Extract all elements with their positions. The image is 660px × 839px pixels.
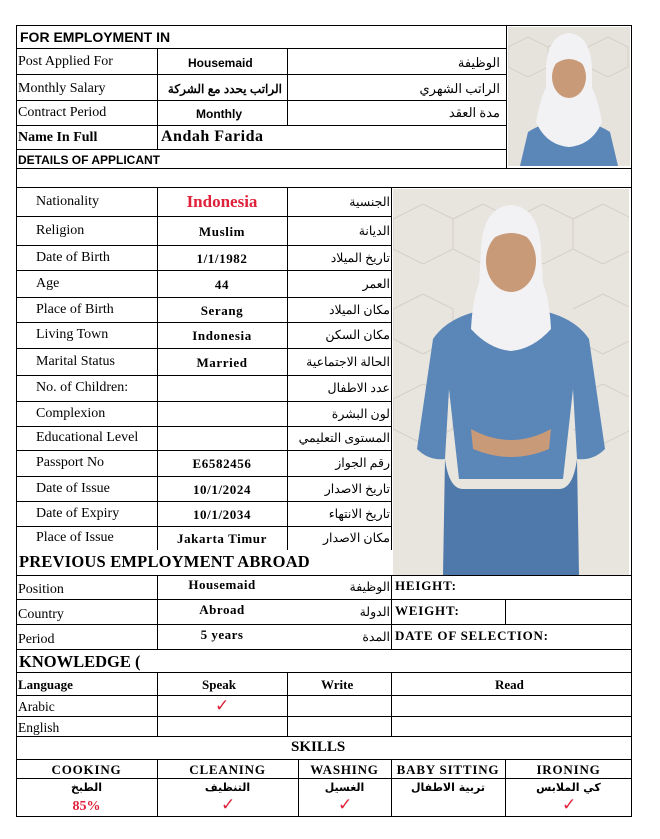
detail-label: Living Town xyxy=(36,327,109,342)
detail-value: E6582456 xyxy=(192,456,252,471)
skills-heading: SKILLS xyxy=(291,739,346,755)
detail-value: Married xyxy=(196,355,248,370)
detail-label-ar: رقم الجواز xyxy=(335,456,390,470)
previous-label: Country xyxy=(18,607,64,622)
skill-name-ar: التنظيف xyxy=(204,781,251,794)
knowledge-heading: KNOWLEDGE ( xyxy=(19,652,141,671)
name-value: Andah Farida xyxy=(161,128,264,145)
page-title: FOR EMPLOYMENT IN xyxy=(20,29,171,45)
detail-label: Date of Birth xyxy=(36,250,110,265)
detail-label-ar: مكان الميلاد xyxy=(328,303,390,317)
detail-label: Educational Level xyxy=(36,430,139,445)
previous-label: Position xyxy=(18,582,64,597)
details-heading: DETAILS OF APPLICANT xyxy=(18,153,160,167)
applicant-photo-small xyxy=(508,27,630,166)
detail-label-ar: المستوى التعليمي xyxy=(298,431,390,445)
previous-value: 5 years xyxy=(200,627,244,642)
skill-name-ar: كي الملابس xyxy=(536,781,601,794)
check-icon: ✓ xyxy=(221,795,236,814)
previous-label-ar: المدة xyxy=(362,630,390,644)
skill-name-ar: الغسيل xyxy=(324,781,365,794)
detail-label: Religion xyxy=(36,223,85,238)
detail-value: Jakarta Timur xyxy=(176,531,268,546)
detail-label-ar: الحالة الاجتماعية xyxy=(306,355,390,369)
detail-label: No. of Children: xyxy=(36,380,129,395)
contract-label: Contract Period xyxy=(18,105,107,120)
detail-label: Place of Issue xyxy=(36,530,114,545)
skill-name: COOKING xyxy=(51,762,122,777)
detail-label-ar: الديانة xyxy=(358,224,390,238)
previous-label-ar: الدولة xyxy=(359,605,390,619)
previous-side-label: WEIGHT: xyxy=(395,603,460,618)
previous-label: Period xyxy=(18,632,55,647)
detail-label: Date of Expiry xyxy=(36,506,120,521)
detail-value: Indonesia xyxy=(192,328,252,343)
detail-label-ar: تاريخ الاصدار xyxy=(324,482,390,496)
previous-label-ar: الوظيفة xyxy=(349,580,390,594)
salary-value: الراتب يحدد مع الشركة xyxy=(167,82,282,96)
skill-name: CLEANING xyxy=(189,762,266,777)
col-speak: Speak xyxy=(202,677,236,692)
language-name: English xyxy=(18,720,60,735)
detail-label: Marital Status xyxy=(36,354,115,369)
detail-label-ar: تاريخ الانتهاء xyxy=(328,507,390,521)
detail-label-ar: مكان الاصدار xyxy=(323,531,390,545)
skill-name-ar: تربية الاطفال xyxy=(410,781,485,794)
detail-value: Muslim xyxy=(198,224,246,239)
salary-label: Monthly Salary xyxy=(18,81,106,96)
col-write: Write xyxy=(321,677,354,692)
detail-label-ar: تاريخ الميلاد xyxy=(330,251,390,265)
previous-heading: PREVIOUS EMPLOYMENT ABROAD xyxy=(19,552,310,571)
check-icon: ✓ xyxy=(562,795,577,814)
skill-name-ar: الطبخ xyxy=(70,781,103,794)
detail-value: 44 xyxy=(214,277,230,292)
detail-label: Date of Issue xyxy=(36,481,110,496)
skill-name: IRONING xyxy=(536,762,601,777)
col-read: Read xyxy=(495,677,524,692)
applicant-photo-large xyxy=(393,189,629,575)
post-value: Housemaid xyxy=(188,56,253,70)
detail-label-ar: عدد الاطفال xyxy=(327,381,390,395)
detail-value: Serang xyxy=(200,303,244,318)
contract-label-ar: مدة العقد xyxy=(448,105,500,120)
detail-label: Passport No xyxy=(36,455,105,470)
detail-label-ar: العمر xyxy=(362,277,390,291)
detail-value: Indonesia xyxy=(186,192,258,211)
skill-name: WASHING xyxy=(310,762,379,777)
language-name: Arabic xyxy=(18,699,55,714)
detail-label: Place of Birth xyxy=(36,302,114,317)
post-label: Post Applied For xyxy=(18,54,113,69)
contract-value: Monthly xyxy=(196,107,242,121)
detail-value: 10/1/2024 xyxy=(192,482,252,497)
detail-label-ar: الجنسية xyxy=(349,195,390,209)
previous-value: Abroad xyxy=(199,602,245,617)
detail-value: 10/1/2034 xyxy=(192,507,252,522)
detail-label: Age xyxy=(36,276,60,291)
detail-value: 1/1/1982 xyxy=(196,251,248,266)
previous-value: Housemaid xyxy=(188,577,256,592)
salary-label-ar: الراتب الشهري xyxy=(419,81,500,96)
detail-label: Nationality xyxy=(36,194,99,209)
previous-side-label: DATE OF SELECTION: xyxy=(395,628,549,643)
detail-label-ar: مكان السكن xyxy=(325,328,390,342)
previous-side-label: HEIGHT: xyxy=(395,578,457,593)
detail-label: Complexion xyxy=(36,406,106,421)
col-language: Language xyxy=(18,677,73,692)
name-label: Name In Full xyxy=(18,130,98,145)
check-icon: ✓ xyxy=(338,795,353,814)
skill-level: 85% xyxy=(72,799,101,814)
skill-name: BABY SITTING xyxy=(396,762,500,777)
check-icon: ✓ xyxy=(215,696,230,715)
detail-label-ar: لون البشرة xyxy=(331,407,390,421)
post-label-ar: الوظيفة xyxy=(457,55,500,70)
